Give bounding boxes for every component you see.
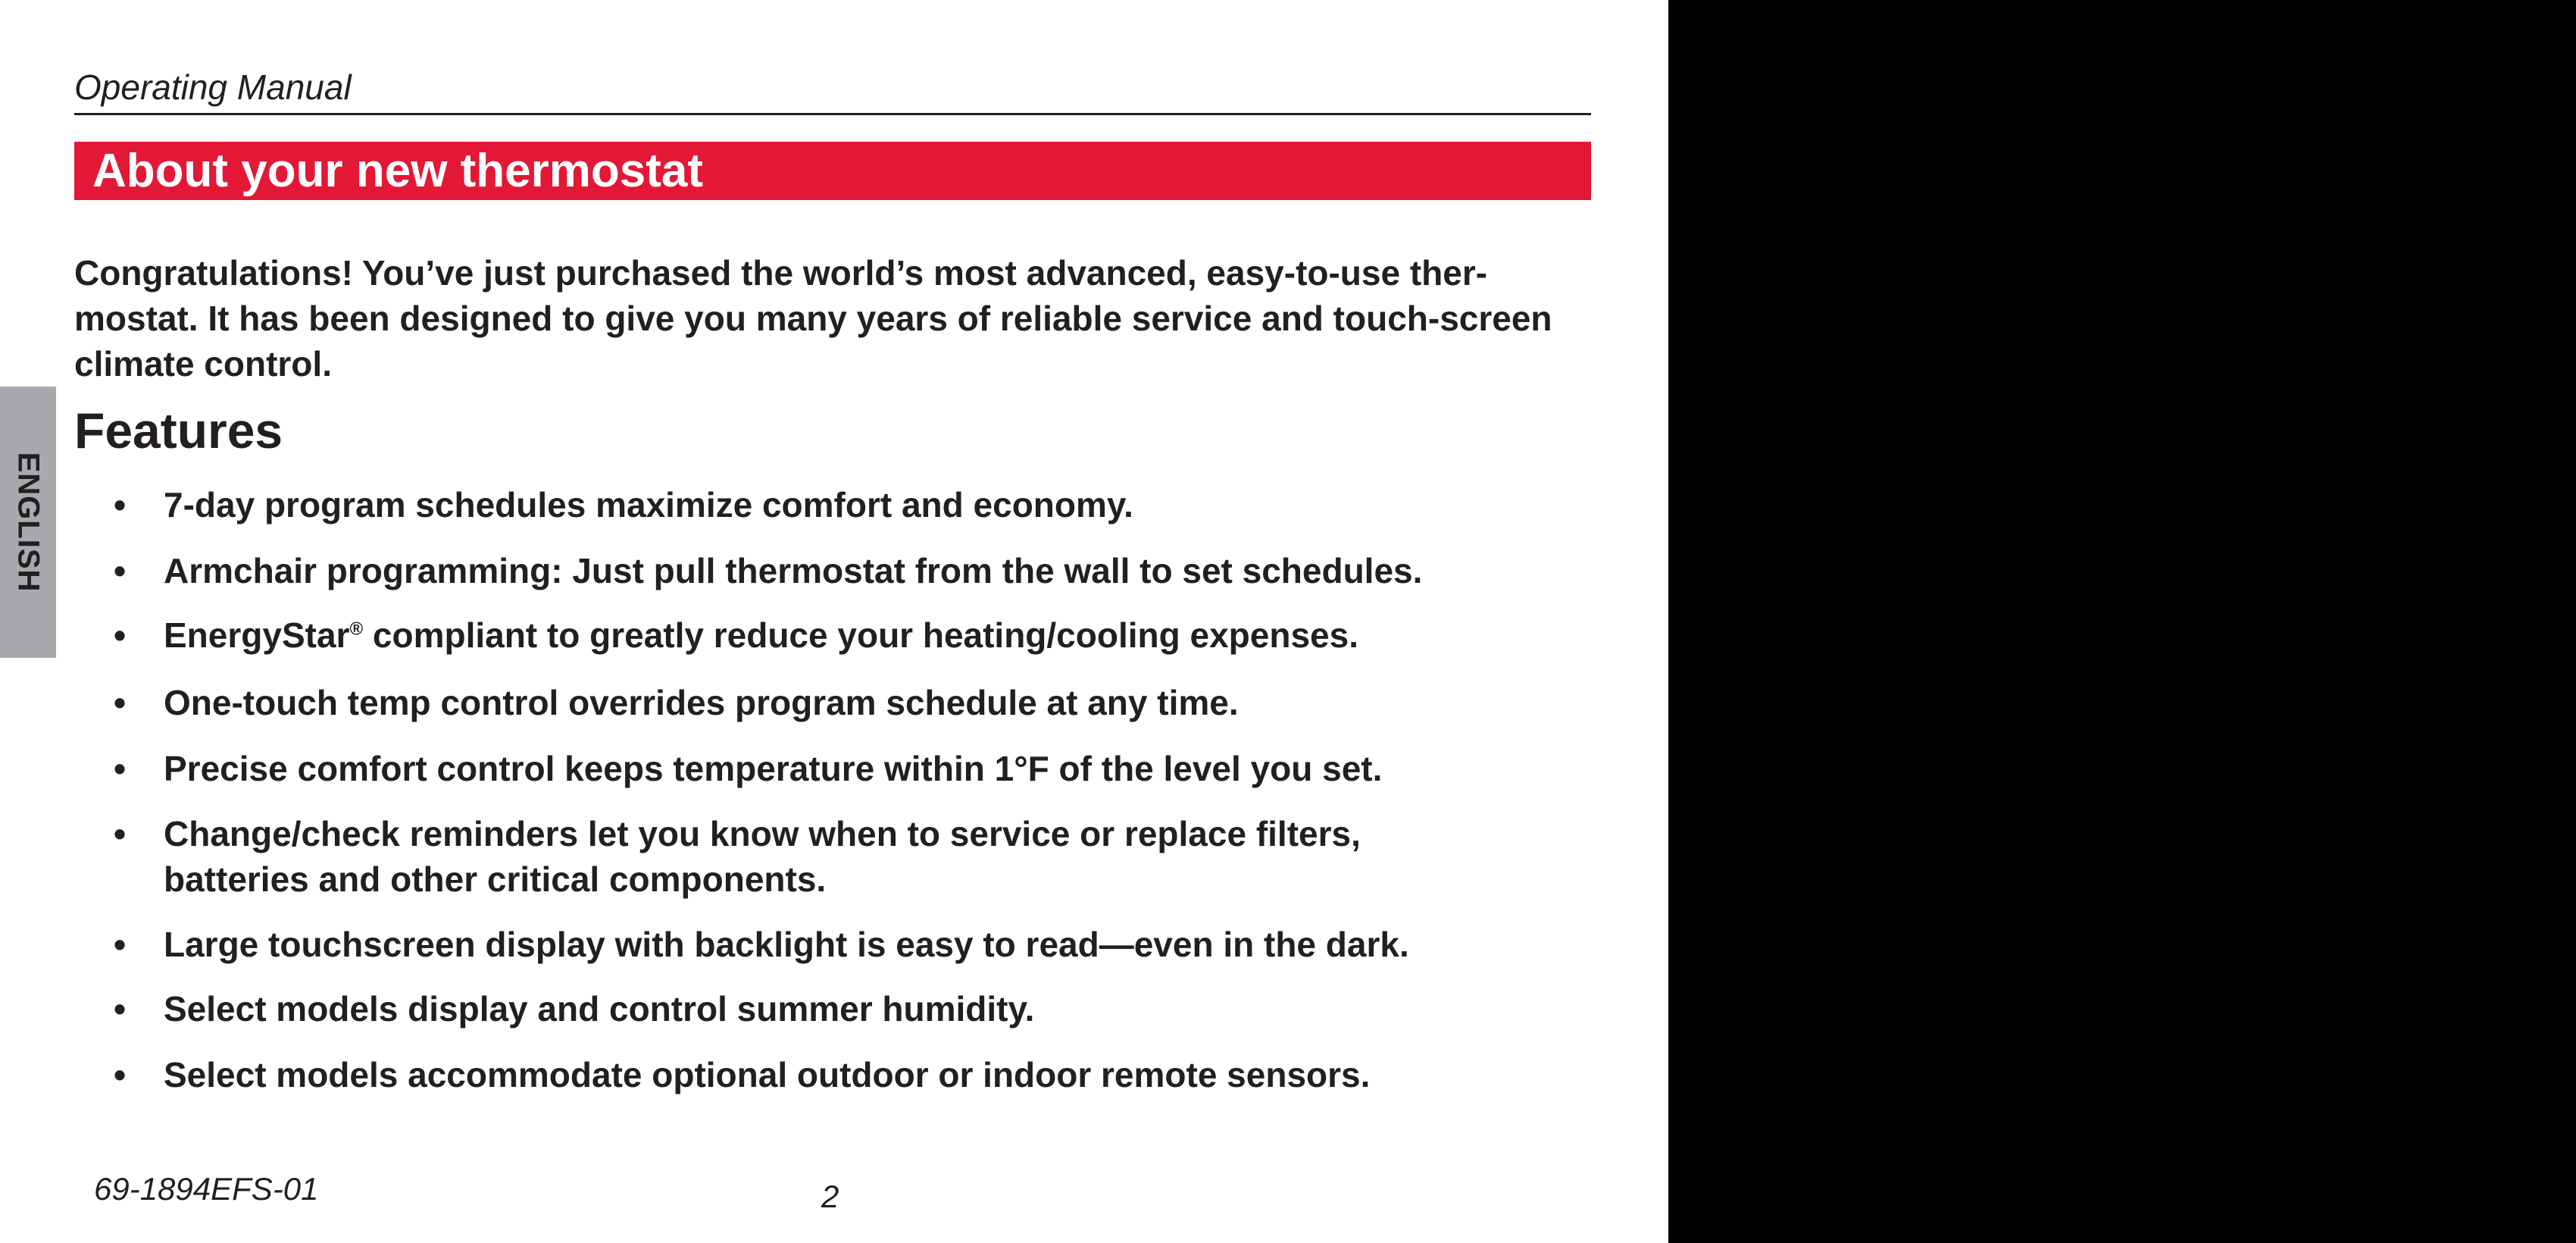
- feature-text: Select models accommodate optional outdoor or indoor remote sensors.: [164, 1055, 1371, 1094]
- section-title-bar: [74, 142, 1591, 200]
- bullet-icon: •: [114, 615, 127, 655]
- bullet-icon: •: [114, 1055, 127, 1094]
- feature-text: Armchair programming: Just pull thermostat from the wall to set schedules.: [164, 551, 1423, 590]
- registered-mark: ®: [349, 618, 364, 640]
- feature-text: One-touch temp control overrides program schedule at any time.: [164, 683, 1239, 722]
- feature-text: 7-day program schedules maximize comfort and economy.: [164, 485, 1133, 524]
- language-tab-label: ENGLISH: [11, 452, 45, 593]
- bullet-icon: •: [114, 485, 127, 524]
- language-tab: [0, 387, 56, 658]
- bullet-icon: •: [114, 683, 127, 722]
- bullet-icon: •: [114, 814, 127, 853]
- bullet-icon: •: [114, 925, 127, 964]
- feature-text-rest: compliant to greatly reduce your heating/cooling expenses.: [363, 615, 1358, 655]
- feature-text: Precise comfort control keeps temperature within 1°F of the level you set.: [164, 749, 1383, 788]
- bullet-icon: •: [114, 989, 127, 1029]
- header-rule: [74, 113, 1591, 115]
- section-title: About your new thermostat: [92, 145, 704, 197]
- intro-paragraph: Congratulations! You’ve just purchased the world’s most advanced, easy-to-use ther-mostat. It has been designed to give you many years of reliable service and touch-screen climate control.: [74, 253, 1552, 384]
- running-head: Operating Manual: [74, 67, 352, 107]
- document-code: 69-1894EFS-01: [94, 1171, 319, 1207]
- feature-text: Large touchscreen display with backlight is easy to read—even in the dark.: [164, 925, 1409, 964]
- feature-text: [164, 612, 1550, 658]
- right-black-panel: [1668, 0, 2576, 1243]
- features-heading: Features: [74, 402, 283, 459]
- feature-text: Select models display and control summer humidity.: [164, 989, 1035, 1029]
- feature-text-brand: EnergyStar: [164, 615, 350, 655]
- bullet-icon: •: [114, 551, 127, 590]
- page-number: 2: [821, 1179, 839, 1214]
- feature-text: Change/check reminders let you know when to service or replace filters, batteries and other critical components.: [164, 814, 1361, 899]
- bullet-icon: •: [114, 749, 127, 788]
